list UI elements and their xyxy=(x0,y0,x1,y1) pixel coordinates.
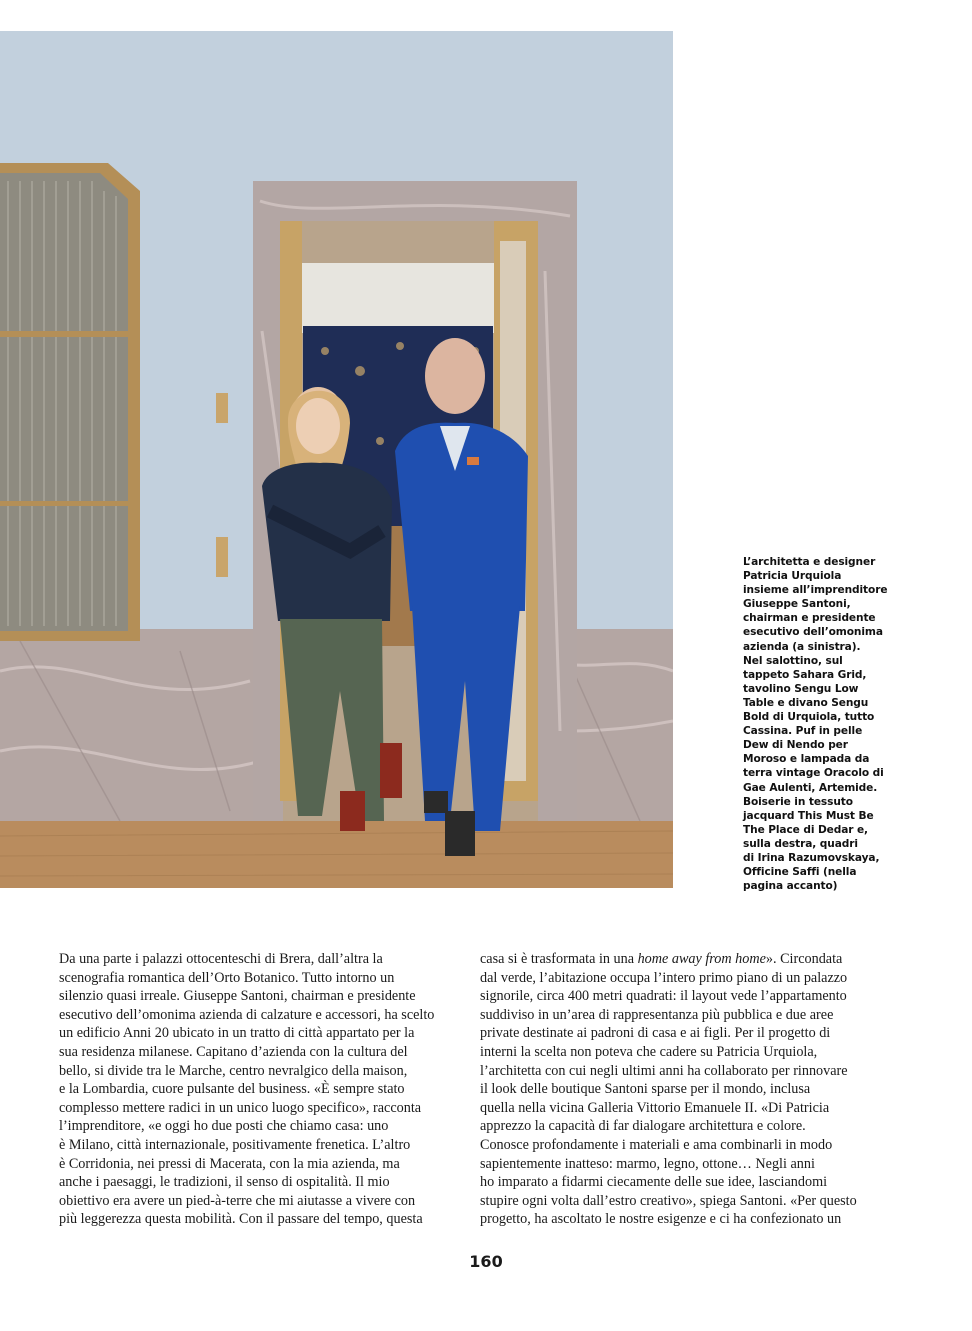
article-line: private destinate ai padroni di casa e ai figli. Per il progetto di xyxy=(480,1025,831,1042)
article-column-right xyxy=(480,950,890,1229)
article-line: apprezzo la capacità di far dialogare architettura e colore. xyxy=(480,1118,806,1135)
article-line: sua residenza milanese. Capitano d’azienda con la cultura del xyxy=(59,1043,408,1060)
article-line: progetto, ha ascoltato le nostre esigenze e ci ha confezionato un xyxy=(480,1211,842,1228)
article-line: interni la scelta non poteva che cadere su Patricia Urquiola, xyxy=(480,1043,818,1060)
article-line: silenzio quasi irreale. Giuseppe Santoni, chairman e presidente xyxy=(59,988,416,1005)
article-text: casa si è trasformata in una xyxy=(480,951,638,967)
article-line: e la Lombardia, cuore pulsante del business. «È sempre stato xyxy=(59,1081,405,1098)
page-number: 160 xyxy=(469,1252,503,1271)
article-line: più leggerezza questa mobilità. Con il passare del tempo, questa xyxy=(59,1211,423,1228)
article-line: Da una parte i palazzi ottocenteschi di Brera, dall’altra la xyxy=(59,951,383,967)
article-line: Conosce profondamente i materiali e ama combinarli in modo xyxy=(480,1136,833,1153)
portrait-photo xyxy=(0,31,673,888)
article-line: stupire ogni volta dall’estro creativo», spiega Santoni. «Per questo xyxy=(480,1192,857,1209)
article-line xyxy=(480,950,890,969)
article-text: ». Circondata xyxy=(765,951,843,967)
article-line: obiettivo era avere un pied-à-terre che mi aiutasse a vivere con xyxy=(59,1192,416,1209)
article-line: è Milano, città internazionale, positivamente frenetica. L’altro xyxy=(59,1136,411,1153)
article-line: l’architetta con cui negli ultimi anni ha collaborato per rinnovare xyxy=(480,1062,848,1079)
article-column-left xyxy=(59,950,469,1229)
article-line: scenografia romantica dell’Orto Botanico. Tutto intorno un xyxy=(59,969,395,986)
article-line: quella nella vicina Galleria Vittorio Emanuele II. «Di Patricia xyxy=(480,1099,830,1116)
article-line: esecutivo dell’omonima azienda di calzature e accessori, ha scelto xyxy=(59,1006,435,1023)
article-line: è Corridonia, nei pressi di Macerata, con la mia azienda, ma xyxy=(59,1155,400,1172)
article-line: anche i paesaggi, le tradizioni, il senso di ospitalità. Il mio xyxy=(59,1174,390,1191)
article-line: dal verde, l’abitazione occupa l’intero primo piano di un palazzo xyxy=(480,969,848,986)
article-line: bello, si divide tra le Marche, centro nevralgico della maison, xyxy=(59,1062,408,1079)
article-line: complesso mettere radici in un unico luogo specifico», racconta xyxy=(59,1099,422,1116)
photo-caption: L’architetta e designer Patricia Urquiola insieme all’imprenditore Giuseppe Santoni, chairman e presidente esecutivo dell’omonima azienda (a sinistra). Nel salottino, sul tappeto Sahara Grid, tavolino Sengu Low Table e divano Sengu Bold di Urquiola, tutto Cassina. Puf in pelle Dew di Nendo per Moroso e lampada da terra vintage Oracolo di Gae Aulenti, Artemide. Boiserie in tessuto jacquard This Must Be The Place di Dedar e, sulla destra, quadri di Irina Razumovskaya, Officine Saffi (nella pagina accanto) xyxy=(743,556,888,893)
article-line: signorile, circa 400 metri quadrati: il layout vede l’appartamento xyxy=(480,988,847,1005)
article-italic-phrase: home away from home xyxy=(637,951,766,967)
article-line: l’imprenditore, «e oggi ho due posti che chiamo casa: uno xyxy=(59,1118,389,1135)
article-line: suddiviso in un’area di rappresentanza più pubblica e due aree xyxy=(480,1006,834,1023)
article-line: il look delle boutique Santoni sparse per il mondo, inclusa xyxy=(480,1081,811,1098)
article-line: un edificio Anni 20 ubicato in un tratto di città appartato per la xyxy=(59,1025,415,1042)
article-line: ho imparato a fidarmi ciecamente delle sue idee, lasciandomi xyxy=(480,1174,828,1191)
article-line: sapientemente inatteso: marmo, legno, ottone… Negli anni xyxy=(480,1155,815,1172)
portrait-photo-illustration xyxy=(0,31,673,888)
